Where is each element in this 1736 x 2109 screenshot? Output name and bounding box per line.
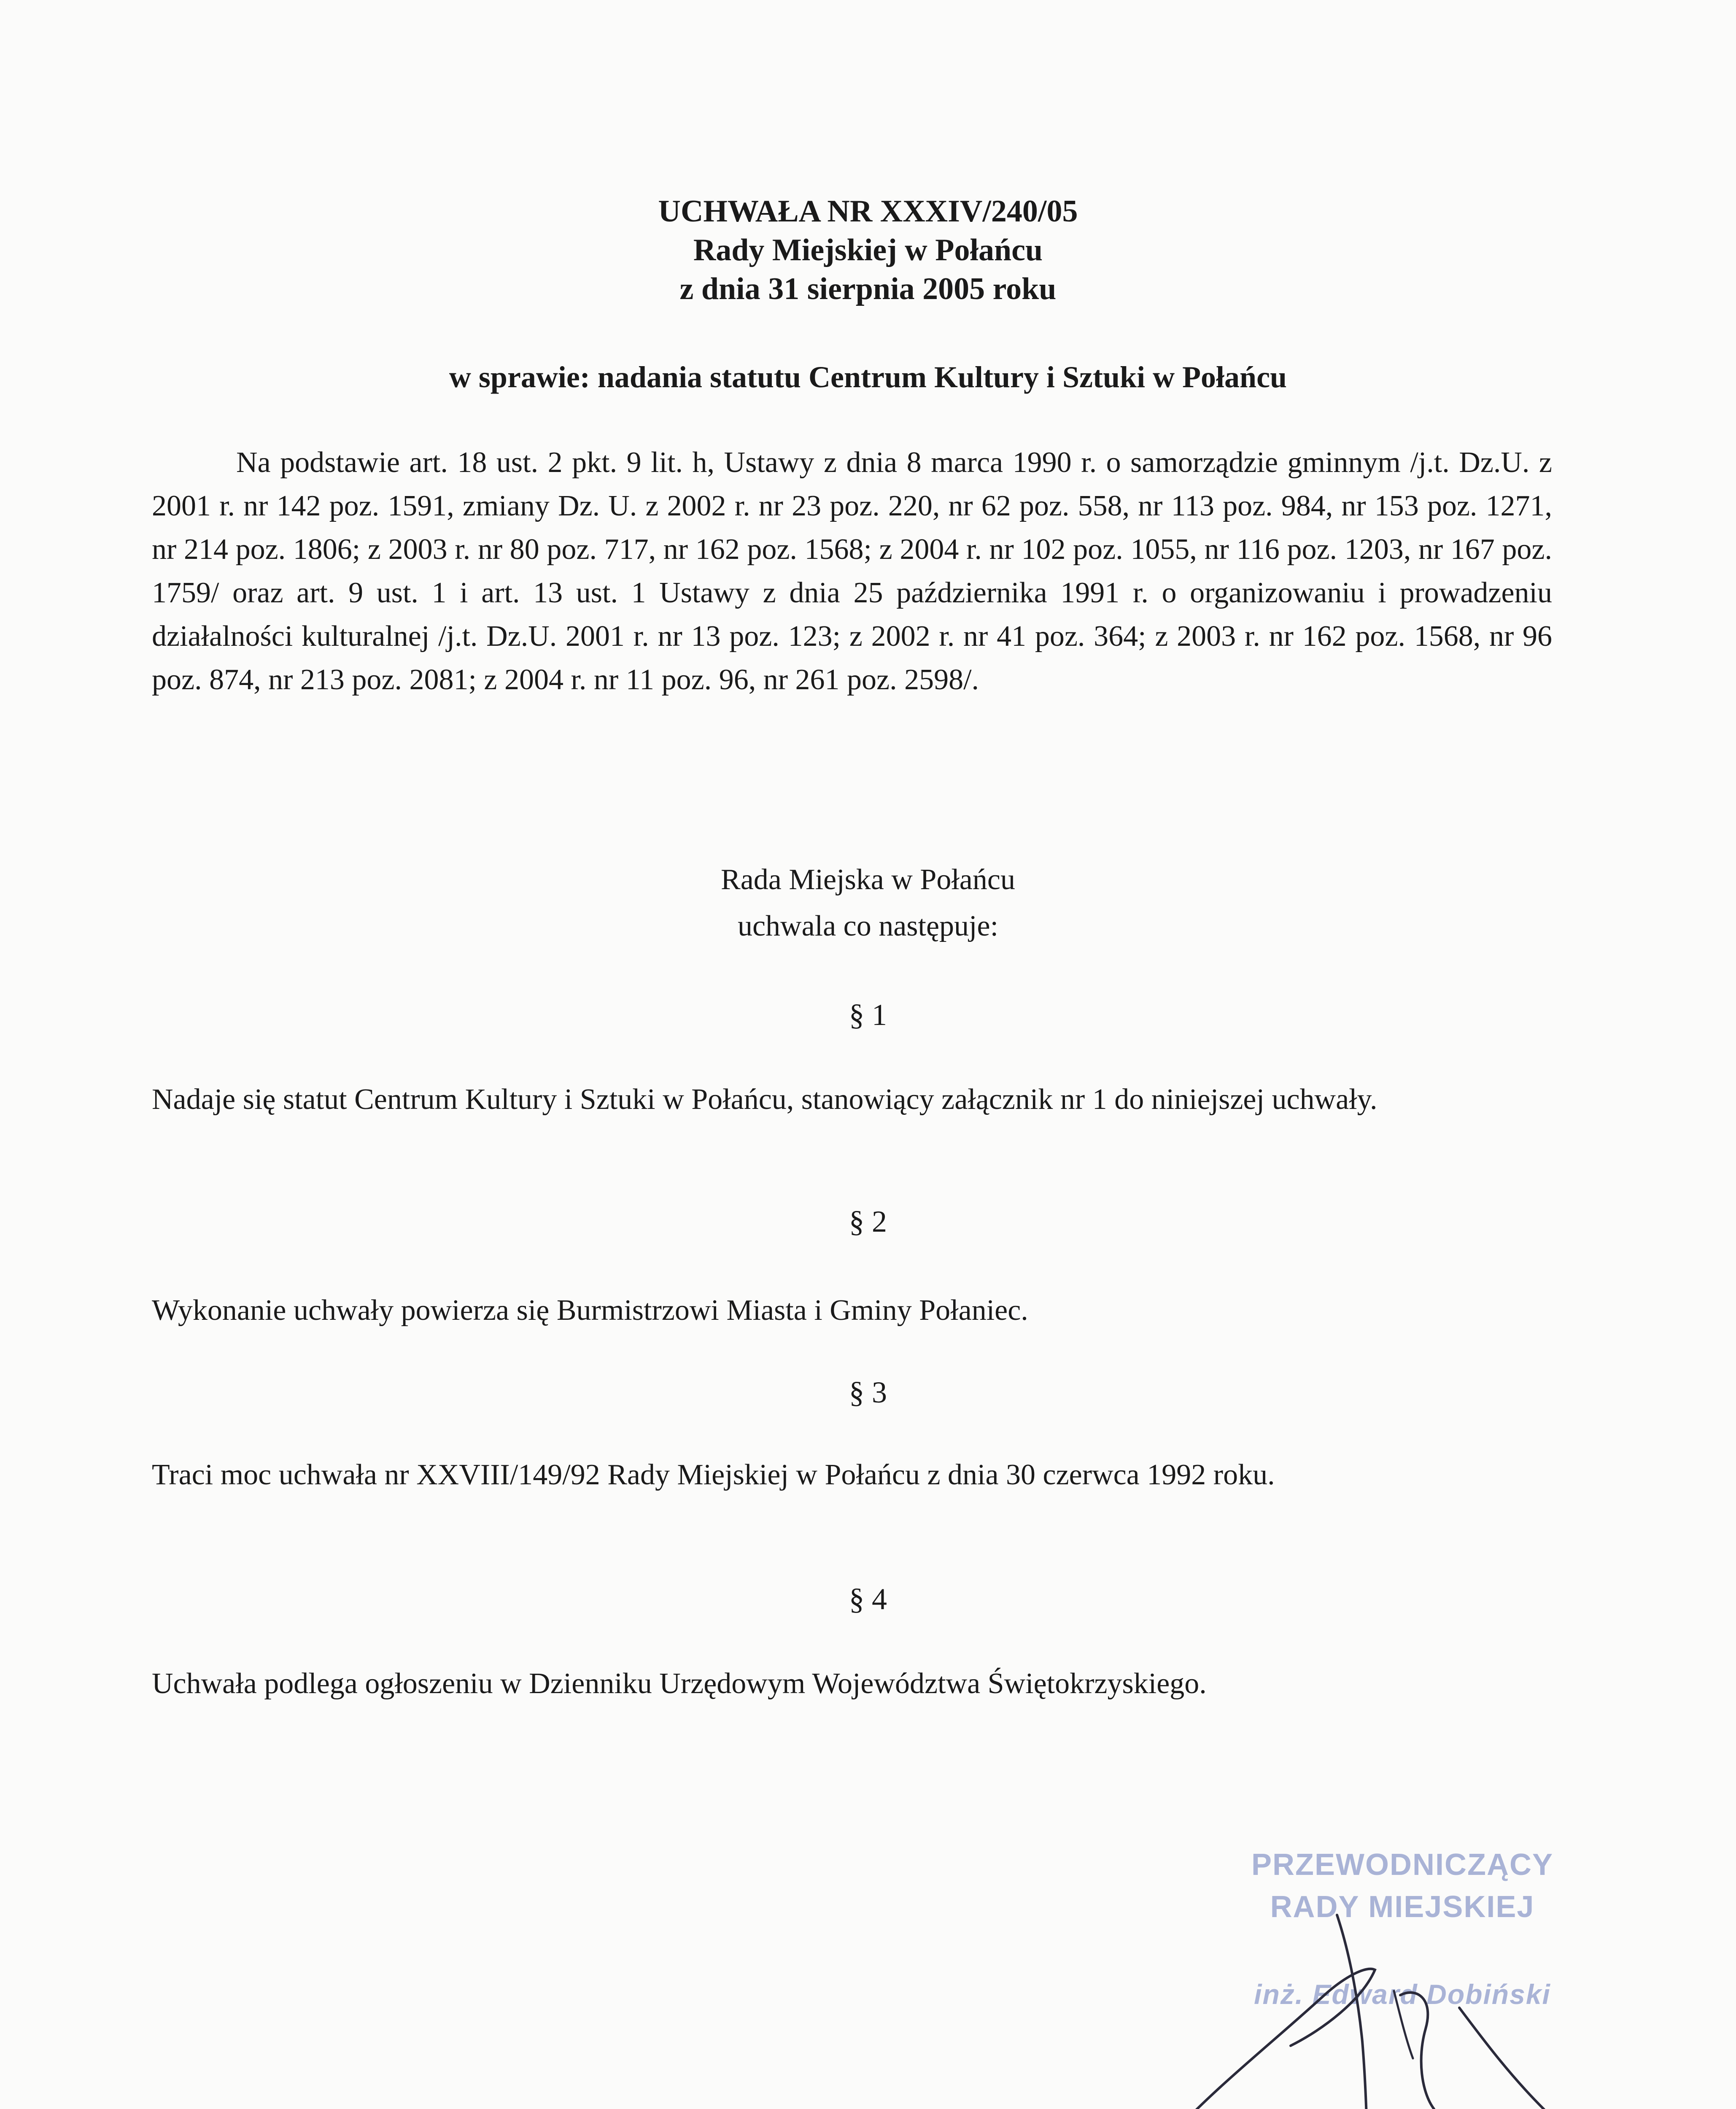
section-mark-1: § 1 <box>849 998 887 1032</box>
section-mark-3: § 3 <box>849 1375 887 1409</box>
legal-basis-paragraph: Na podstawie art. 18 ust. 2 pkt. 9 lit. h, Ustawy z dnia 8 marca 1990 r. o samorządzie gminnym /j.t. Dz.U. z 2001 r. nr 142 poz. 1591, zmiany Dz. U. z 2002 r. nr 23 poz. 220, nr 62 poz. 558, nr 113 poz. 984, nr 153 poz. 1271, nr 214 poz. 1806; z 2003 r. nr 80 poz. 717, nr 162 poz. 1568; z 2004 r. nr 102 poz. 1055, nr 116 poz. 1203, nr 167 poz. 1759/ oraz art. 9 ust. 1 i art. 13 ust. 1 Ustawy z dnia 25 października 1991 r. o organizowaniu i prowadzeniu działalności kulturalnej /j.t. Dz.U. 2001 r. nr 13 poz. 123; z 2002 r. nr 41 poz. 364; z 2003 r. nr 162 poz. 1568, nr 96 poz. 874, nr 213 poz. 2081; z 2004 r. nr 11 poz. 96, nr 261 poz. 2598/. <box>152 446 1552 696</box>
stamp-name: inż. Edward Dobiński <box>1254 1979 1551 2010</box>
council-name: Rada Miejska w Połańcu <box>721 863 1015 896</box>
section-mark-2: § 2 <box>849 1205 887 1238</box>
resolution-date: z dnia 31 sierpnia 2005 roku <box>679 272 1057 306</box>
section-text-1: Nadaje się statut Centrum Kultury i Sztuki w Połańcu, stanowiący załącznik nr 1 do niniejszej uchwały. <box>152 1083 1377 1116</box>
stamp-body: RADY MIEJSKIEJ <box>1270 1890 1535 1924</box>
section-text-4: Uchwała podlega ogłoszeniu w Dzienniku Urzędowym Województwa Świętokrzyskiego. <box>152 1667 1207 1700</box>
section-text-3: Traci moc uchwała nr XXVIII/149/92 Rady Miejskiej w Połańcu z dnia 30 czerwca 1992 roku. <box>152 1459 1275 1491</box>
resolution-subject: w sprawie: nadania statutu Centrum Kultury i Sztuki w Połańcu <box>449 360 1287 394</box>
issuing-body: Rady Miejskiej w Połańcu <box>693 233 1043 267</box>
section-mark-4: § 4 <box>849 1582 887 1616</box>
council-resolves: uchwala co następuje: <box>737 910 999 942</box>
section-text-2: Wykonanie uchwały powierza się Burmistrzowi Miasta i Gminy Połaniec. <box>152 1294 1028 1327</box>
resolution-number: UCHWAŁA NR XXXIV/240/05 <box>658 194 1078 229</box>
stamp-title: PRZEWODNICZĄCY <box>1251 1848 1553 1882</box>
handwritten-signature <box>1164 1890 1607 2109</box>
